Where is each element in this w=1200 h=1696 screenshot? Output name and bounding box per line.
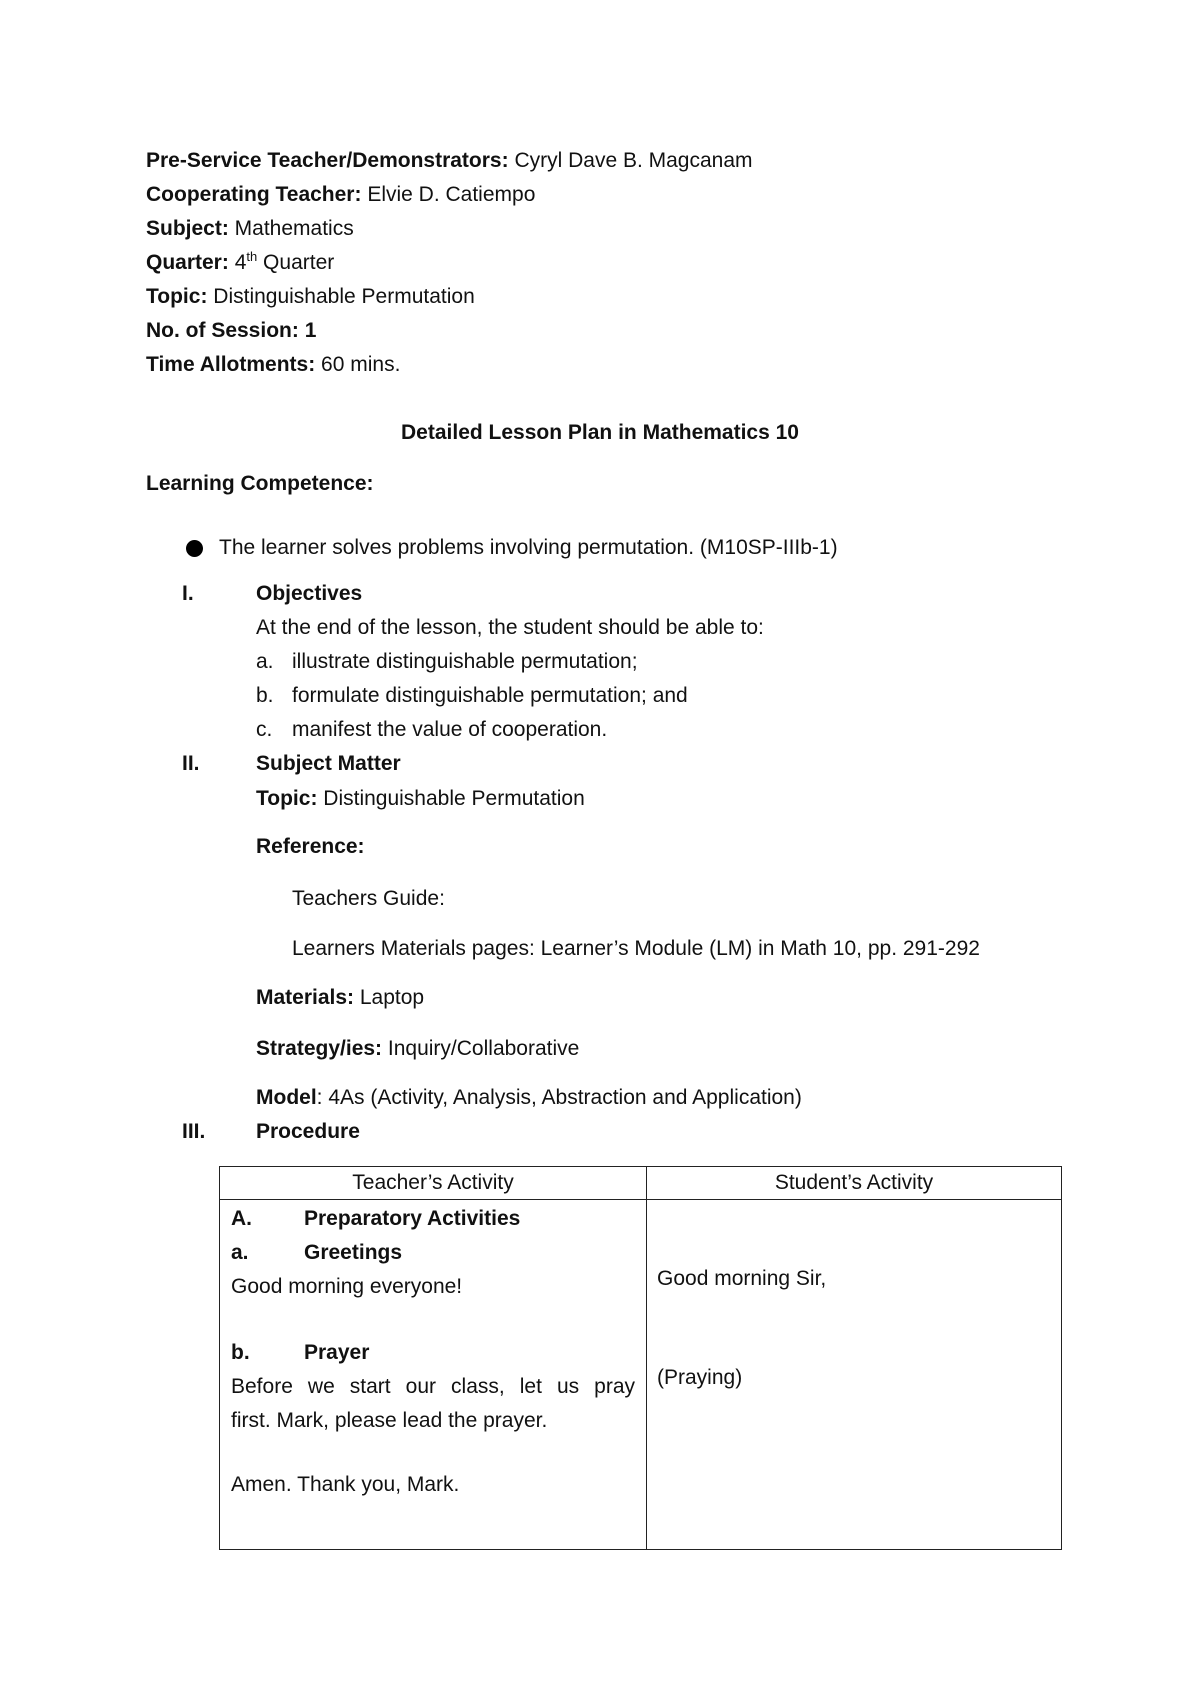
session-value: 1 [298, 319, 317, 342]
quarter-label: Quarter: [146, 251, 229, 274]
time-line [146, 352, 400, 378]
subject-line [146, 216, 354, 242]
cooperating-label: Cooperating Teacher: [146, 183, 362, 206]
prayer-title: Prayer [304, 1341, 370, 1364]
quarter-number: 4 [228, 251, 247, 274]
student-activity-cell [647, 1200, 1062, 1550]
procedure-table-row [220, 1200, 1062, 1550]
topic-line [146, 284, 475, 310]
cooperating-line [146, 182, 535, 208]
objectives-heading: Objectives [256, 582, 363, 605]
section-a-letter: A. [231, 1207, 252, 1230]
greeting-reply: Good morning Sir, [657, 1267, 827, 1290]
procedure-heading: Procedure [256, 1120, 360, 1143]
objective-text-c: manifest the value of cooperation. [292, 718, 608, 741]
subject-label: Subject: [146, 217, 229, 240]
greetings-letter: a. [231, 1241, 249, 1264]
teacher-activity-cell [220, 1200, 647, 1550]
procedure-numeral: III. [182, 1120, 206, 1143]
procedure-table-header-row [220, 1167, 1062, 1200]
objective-text-a: illustrate distinguishable permutation; [292, 650, 638, 673]
subject-value: Mathematics [228, 217, 354, 240]
objectives-numeral: I. [182, 582, 194, 605]
session-line [146, 318, 316, 344]
page-title: Detailed Lesson Plan in Mathematics 10 [401, 421, 799, 444]
objectives-intro: At the end of the lesson, the student should be able to: [256, 616, 764, 639]
quarter-line [146, 250, 334, 276]
sm-topic-line [256, 786, 585, 812]
bullet-icon [186, 540, 203, 557]
prayer-letter: b. [231, 1341, 250, 1364]
quarter-sup: th [246, 249, 258, 264]
cooperating-value: Elvie D. Catiempo [361, 183, 536, 206]
objective-letter-b: b. [256, 684, 274, 707]
competence-item: The learner solves problems involving permutation. (M10SP-IIIb-1) [219, 536, 838, 559]
teacher-activity-header: Teacher’s Activity [220, 1167, 647, 1200]
greetings-title: Greetings [304, 1241, 403, 1264]
model-label: Model [256, 1086, 317, 1109]
objective-letter-c: c. [256, 718, 273, 741]
reference-label: Reference: [256, 835, 365, 858]
procedure-table [219, 1166, 1062, 1550]
competence-heading: Learning Competence: [146, 472, 374, 495]
demonstrator-label: Pre-Service Teacher/Demonstrators: [146, 149, 509, 172]
prayer-text-1: Before we start our class, let us pray [231, 1375, 635, 1398]
subject-matter-numeral: II. [182, 752, 200, 775]
demonstrator-value: Cyryl Dave B. Magcanam [508, 149, 753, 172]
prayer-text-2: first. Mark, please lead the prayer. [231, 1409, 548, 1432]
time-value: 60 mins. [315, 353, 401, 376]
strategy-line [256, 1036, 579, 1062]
objective-letter-a: a. [256, 650, 274, 673]
materials-label: Materials: [256, 986, 355, 1009]
section-a-title: Preparatory Activities [304, 1207, 521, 1230]
materials-line [256, 985, 424, 1011]
sm-topic-value: Distinguishable Permutation [317, 787, 585, 810]
objective-text-b: formulate distinguishable permutation; and [292, 684, 688, 707]
sm-topic-label: Topic: [256, 787, 318, 810]
materials-value: Laptop [354, 986, 425, 1009]
model-line [256, 1085, 802, 1111]
quarter-value: Quarter [257, 251, 335, 274]
student-activity-header: Student’s Activity [647, 1167, 1062, 1200]
learners-materials: Learners Materials pages: Learner’s Module (LM) in Math 10, pp. 291-292 [292, 937, 980, 960]
time-label: Time Allotments: [146, 353, 316, 376]
topic-value: Distinguishable Permutation [207, 285, 475, 308]
teachers-guide: Teachers Guide: [292, 887, 445, 910]
demonstrator-line [146, 148, 753, 174]
session-label: No. of Session: [146, 319, 299, 342]
strategy-label: Strategy/ies: [256, 1037, 383, 1060]
prayer-reply: (Praying) [657, 1366, 743, 1389]
topic-label: Topic: [146, 285, 208, 308]
model-value: : 4As (Activity, Analysis, Abstraction and Application) [316, 1086, 802, 1109]
closing-text: Amen. Thank you, Mark. [231, 1473, 460, 1496]
subject-matter-heading: Subject Matter [256, 752, 401, 775]
strategy-value: Inquiry/Collaborative [382, 1037, 580, 1060]
greetings-text: Good morning everyone! [231, 1275, 463, 1298]
